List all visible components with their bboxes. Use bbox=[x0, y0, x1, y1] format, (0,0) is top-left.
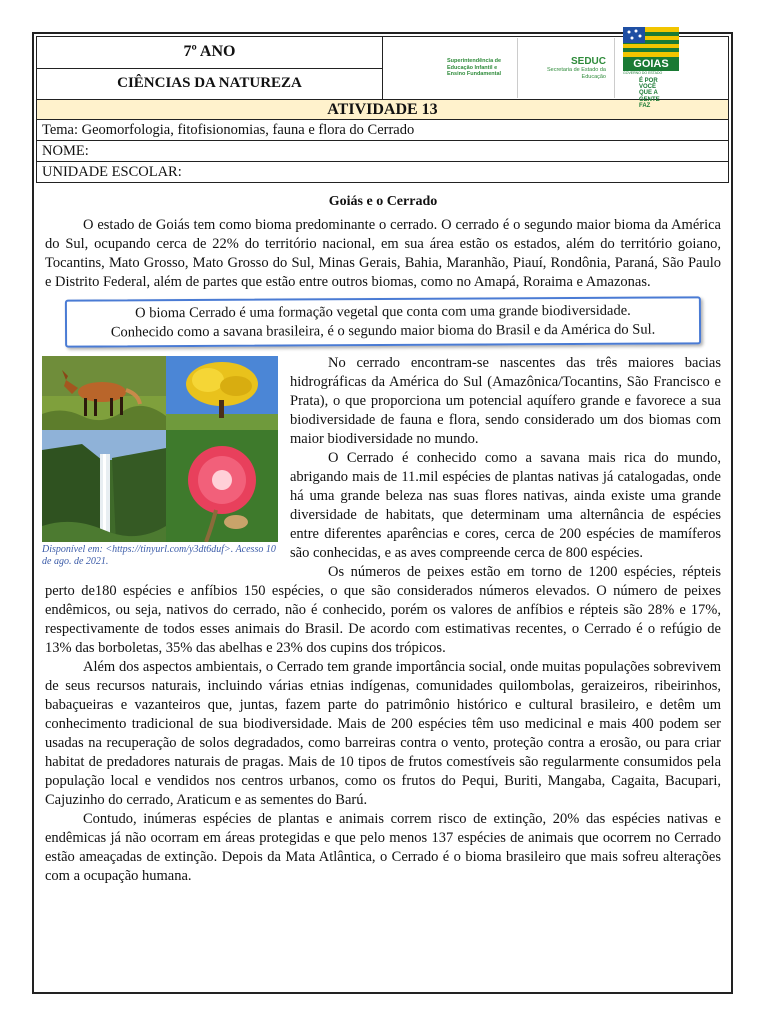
callout-line-2: Conhecido como a savana brasileira, é o segundo maior bioma do Brasil e da América do Sul. bbox=[110, 321, 656, 341]
goias-wordmark: GOIAS bbox=[623, 57, 679, 71]
waterfall-photo bbox=[42, 430, 166, 542]
school-field[interactable]: UNIDADE ESCOLAR: bbox=[37, 162, 729, 183]
name-field[interactable]: NOME: bbox=[37, 141, 729, 162]
callout-box bbox=[65, 296, 701, 347]
subject-label: CIÊNCIAS DA NATUREZA bbox=[37, 68, 383, 100]
seduc-subtitle: Secretaria de Estado da Educação bbox=[546, 66, 606, 80]
intro-paragraph: O estado de Goiás tem como bioma predominante o cerrado. O cerrado é o segundo maior bioma da América do Sul, ocupando cerca de 22% do território nacional, em sua área estão os estados, além do território goiano, Tocantins, Mato Grosso, Mato Grosso do Sul, Minas Gerais, Bahia, Maranhão, Piauí, Rondônia, Paraná, São Paulo e Distrito Federal, além de partes que estão entre outros biomas, como no Amapá, Roraima e Amazonas. bbox=[45, 217, 721, 290]
flower-photo bbox=[166, 430, 278, 542]
logo-cell bbox=[383, 37, 729, 109]
grade-label: 7º ANO bbox=[37, 37, 383, 69]
superintendencia-logo: Superintendência de Educação Infantil e Ensino Fundamental bbox=[439, 38, 518, 98]
theme-row: Tema: Geomorfologia, fitofisionomias, fauna e flora do Cerrado bbox=[37, 120, 729, 141]
paragraph-1: No cerrado encontram-se nascentes das três maiores bacias hidrográficas da América do Sul (Amazônica/Tocantins, São Francisco e Prata), o que proporciona um potencial aquífero grande e favorece a sua biodiversidade de fauna e flora, sendo considerado um dos biomas com maior biodiversidade no mundo. bbox=[290, 355, 721, 447]
goias-logo bbox=[615, 38, 687, 109]
figure-caption: Disponível em: <https://tinyurl.com/y3dt6duf>. Acesso 10 de ago. de 2021. bbox=[42, 544, 276, 567]
goias-flag-icon bbox=[623, 27, 679, 71]
document-body bbox=[42, 192, 721, 886]
flag-stripes-icon bbox=[623, 27, 679, 57]
seduc-logo bbox=[518, 38, 615, 98]
paragraph-4: Além dos aspectos ambientais, o Cerrado tem grande importância social, onde muitas populações sobrevivem de seus recursos naturais, incluindo várias etnias indígenas, comunidades quilombolas, geraizeiros, ribeirinhos, babaçueiras e vazanteiros que, juntas, fazem parte do patrimônio histórico e cultural brasileiro, e detêm um conhecimento tradicional de sua biodiversidade. Mais de 200 espécies têm uso medicinal e mais 400 podem ser usadas na recuperação de solos degradados, como barreiras contra o vento, proteção contra a erosão, ou para criar habitat de predadores naturais de pragas. Mais de 10 tipos de frutos comestíveis são regularmente consumidos pela população local e vendidos nos centros urbanos, como os frutos do Pequi, Buriti, Mangaba, Cagaita, Bacupari, Cajuzinho do cerrado, Araticum e as sementes do Barú. bbox=[45, 659, 721, 808]
goias-slogan: É POR VOCÊ QUE A GENTE FAZ bbox=[639, 77, 660, 109]
paragraph-5: Contudo, inúmeras espécies de plantas e animais correm risco de extinção, 20% das espécies nativas e endêmicas já não ocorram em áreas protegidas e que pelo menos 137 espécies de animais que ocorrem no Cerrado estão ameaçadas de extinção. Depois da Mata Atlântica, o Cerrado é o bioma brasileiro que mais sofreu alterações com a ocupação humana. bbox=[45, 811, 721, 884]
ipe-tree-photo bbox=[166, 356, 278, 430]
callout-line-1: O bioma Cerrado é uma formação vegetal que conta com uma grande biodiversidade. bbox=[135, 302, 631, 322]
photo-collage bbox=[42, 356, 278, 542]
paragraph-3: Os números de peixes estão em torno de 1200 espécies, répteis perto de180 espécies e anfíbios 150 espécies, o que são considerados números elevados. O número de peixes endêmicos, ou seja, nativos do cerrado, não é conhecido, porém os valores de anfíbios e répteis são 28% e 17%, respectivamente de todos esses animais do Brasil. De acordo com estimativas recentes, o Cerrado é o refúgio de 13% das borboletas, 35% das abelhas e 23% dos cupins dos trópicos. bbox=[45, 564, 721, 656]
gov-label: GOVERNO DO ESTADO bbox=[623, 70, 663, 75]
document-title: Goiás e o Cerrado bbox=[328, 194, 438, 209]
logo-strip bbox=[383, 37, 728, 109]
maned-wolf-photo bbox=[42, 356, 166, 430]
activity-title: ATIVIDADE 13 bbox=[37, 100, 729, 120]
paragraph-2: O Cerrado é conhecido como a savana mais rica do mundo, abrigando mais de 11.mil espécies de plantas nativas já catalogadas, onde há uma grande beleza nas suas flores nativas, ainda existe uma grande diversidade de habitats, que determinam uma alternância de espécies entre diferentes aparências e cores, cerca de 200 espécies de mamíferos são conhecidas, e as aves compreende cerca de 800 espécies. bbox=[290, 450, 721, 561]
seduc-title: SEDUC bbox=[570, 55, 606, 67]
header-table bbox=[36, 36, 729, 183]
cerrado-figure bbox=[42, 356, 278, 568]
